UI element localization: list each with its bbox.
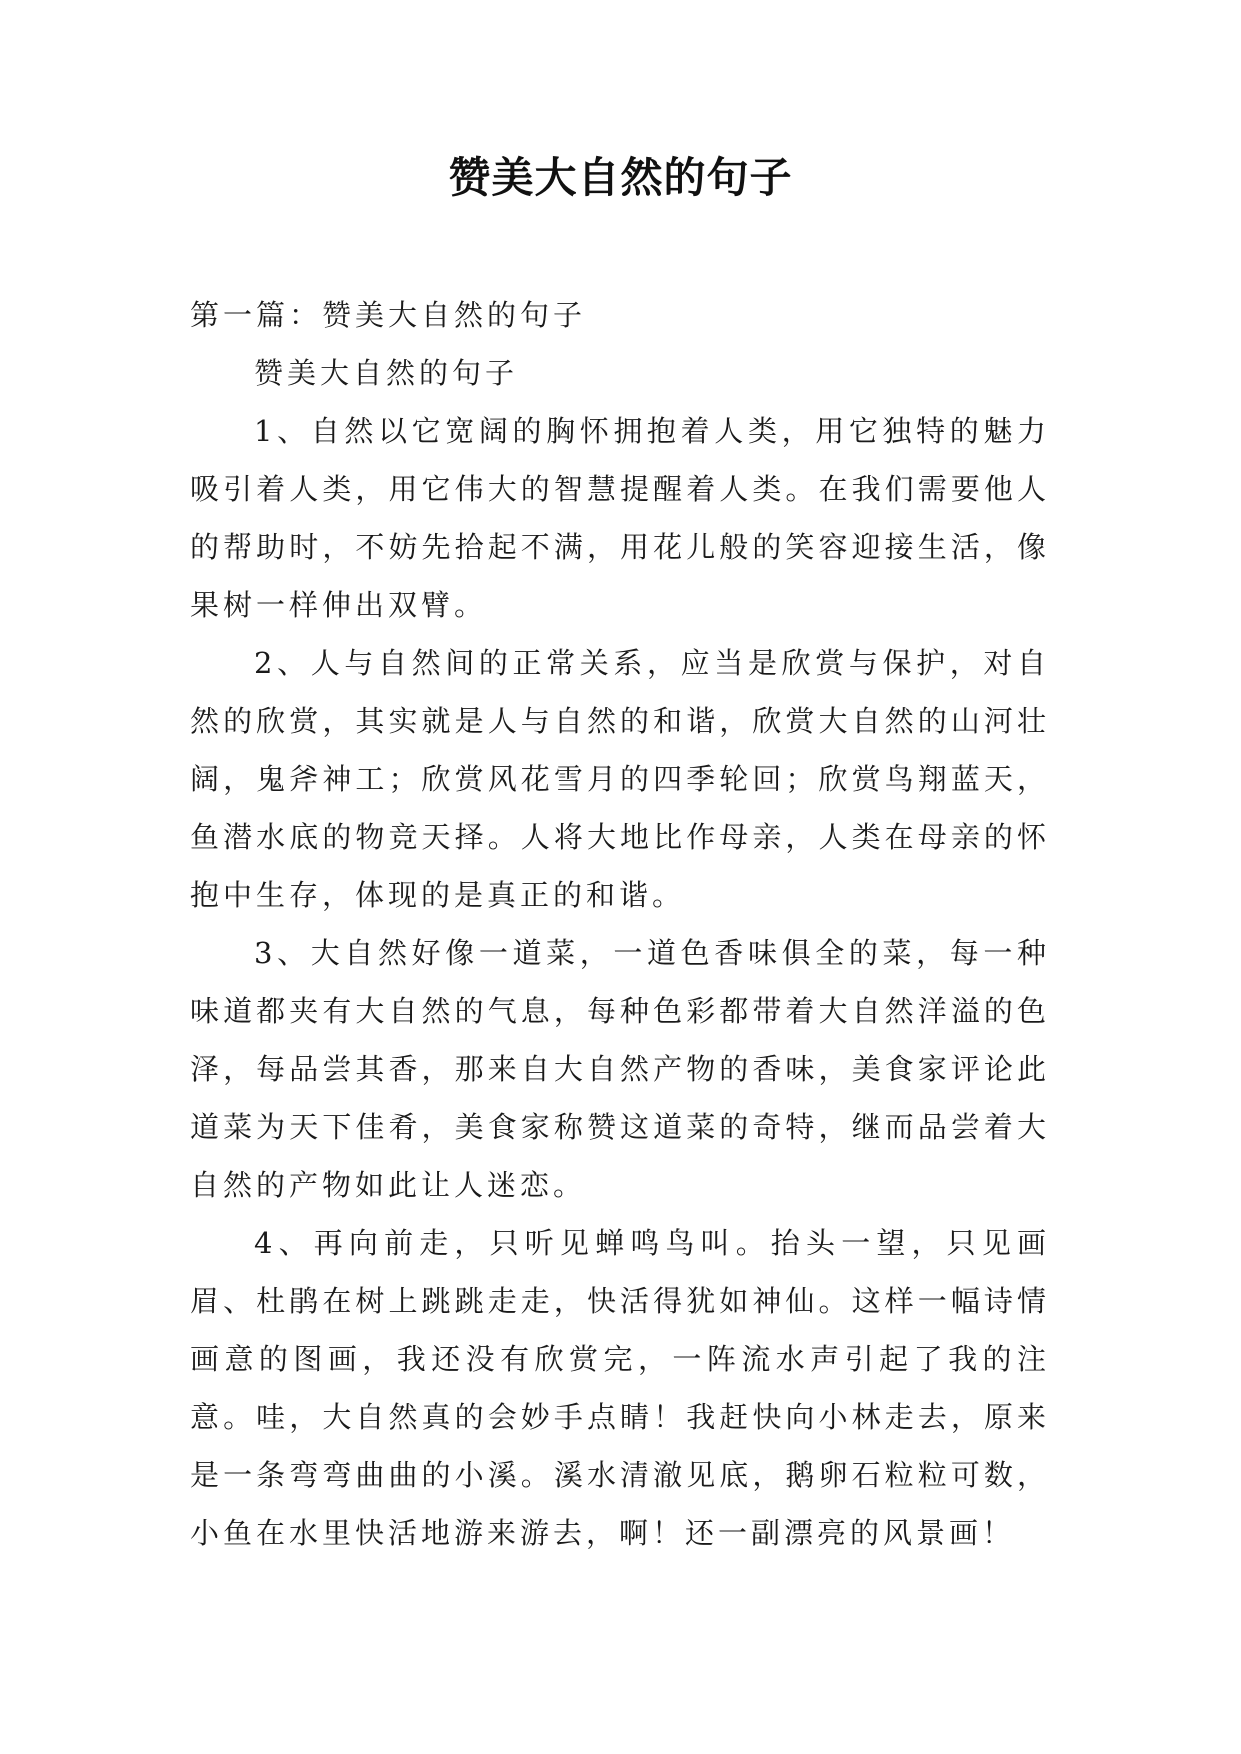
- paragraph-2: 2、人与自然间的正常关系，应当是欣赏与保护，对自然的欣赏，其实就是人与自然的和谐，欣赏大自然的山河壮阔，鬼斧神工；欣赏风花雪月的四季轮回；欣赏鸟翔蓝天，鱼潜水底的物竞天择。人将大地比作母亲，人类在母亲的怀抱中生存，体现的是真正的和谐。: [190, 646, 1050, 912]
- paragraph-4: 4、再向前走，只听见蝉鸣鸟叫。抬头一望，只见画眉、杜鹃在树上跳跳走走，快活得犹如神仙。这样一幅诗情画意的图画，我还没有欣赏完，一阵流水声引起了我的注意。哇，大自然真的会妙手点睛！我赶快向小林走去，原来是一条弯弯曲曲的小溪。溪水清澈见底，鹅卵石粒粒可数，小鱼在水里快活地游来游去，啊！还一副漂亮的风景画！: [190, 1226, 1050, 1550]
- document-body: [190, 286, 1050, 1562]
- paragraph-1: 1、自然以它宽阔的胸怀拥抱着人类，用它独特的魅力吸引着人类，用它伟大的智慧提醒着人类。在我们需要他人的帮助时，不妨先拾起不满，用花儿般的笑容迎接生活，像果树一样伸出双臂。: [190, 414, 1050, 622]
- section-subtitle: 赞美大自然的句子: [254, 356, 519, 390]
- paragraph-3: 3、大自然好像一道菜，一道色香味俱全的菜，每一种味道都夹有大自然的气息，每种色彩都带着大自然洋溢的色泽，每品尝其香，那来自大自然产物的香味，美食家评论此道菜为天下佳肴，美食家称赞这道菜的奇特，继而品尝着大自然的产物如此让人迷恋。: [190, 936, 1050, 1202]
- document-title: 赞美大自然的句子: [448, 153, 793, 202]
- section-heading: 第一篇：赞美大自然的句子: [190, 298, 587, 332]
